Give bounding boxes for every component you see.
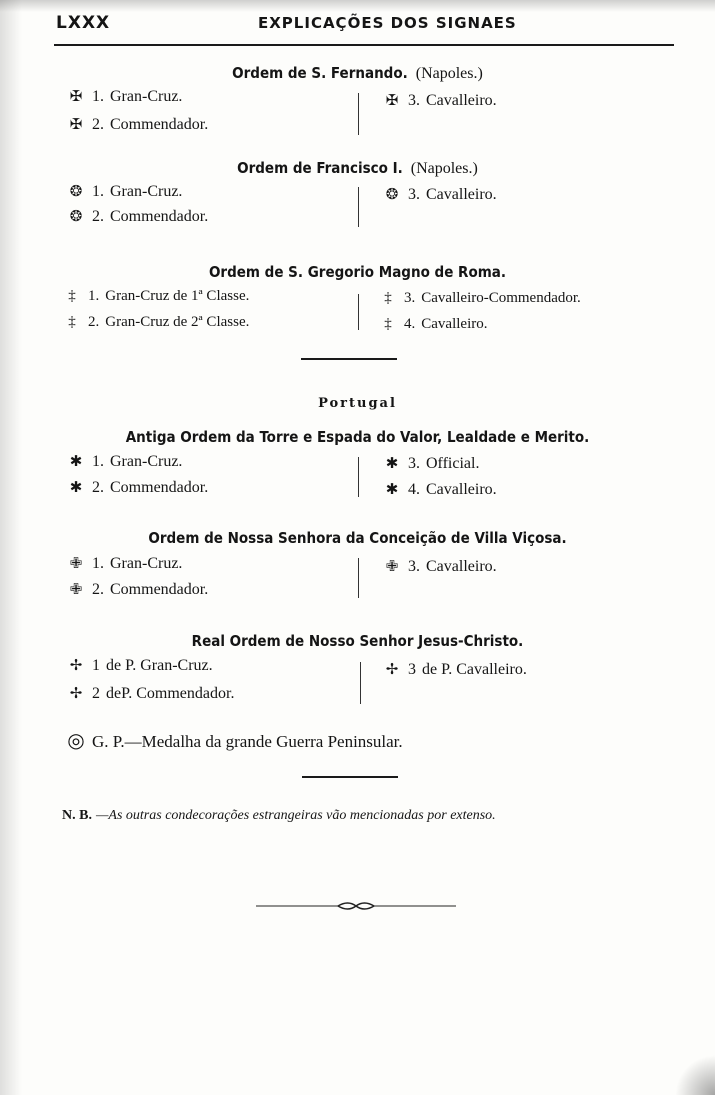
round-medal-icon: ❂ bbox=[385, 187, 399, 203]
order-name: Ordem de S. Fernando. bbox=[232, 64, 408, 82]
column-divider bbox=[358, 558, 359, 598]
item-label: Gran-Cruz. bbox=[110, 183, 183, 200]
cross-pattee-icon: ✙ bbox=[69, 556, 83, 572]
section-rule bbox=[302, 776, 398, 778]
list-item bbox=[66, 115, 208, 134]
item-number: 1. bbox=[92, 555, 104, 572]
item-label: Commendador. bbox=[110, 116, 209, 133]
item-label: Cavalleiro. bbox=[426, 186, 497, 203]
list-item bbox=[62, 314, 249, 331]
double-cross-icon: ‡ bbox=[384, 316, 392, 332]
section-title bbox=[0, 159, 715, 178]
footnote bbox=[62, 808, 496, 824]
section-title bbox=[0, 632, 715, 650]
column-divider bbox=[358, 457, 359, 497]
item-number: 1. bbox=[92, 453, 104, 470]
ornament-divider-icon bbox=[256, 898, 456, 914]
item-label: Gran-Cruz. bbox=[110, 88, 183, 105]
item-number: 3. bbox=[404, 290, 416, 306]
item-number: 2 bbox=[92, 685, 100, 702]
star-cross-icon: ✱ bbox=[385, 456, 399, 472]
list-item bbox=[66, 87, 182, 106]
cross-of-christ-icon: ✢ bbox=[69, 658, 83, 674]
medal-abbr: G. P. bbox=[92, 732, 125, 751]
item-label: Gran-Cruz. bbox=[110, 453, 183, 470]
column-divider bbox=[358, 187, 359, 227]
page-shadow-top bbox=[0, 0, 715, 12]
column-divider bbox=[360, 662, 361, 704]
section-rule bbox=[301, 358, 397, 360]
item-label: Commendador. bbox=[110, 581, 209, 598]
country-heading: Portugal bbox=[318, 396, 397, 411]
item-number: 3. bbox=[408, 92, 420, 109]
item-number: 2. bbox=[92, 116, 104, 133]
order-name: Ordem de S. Gregorio Magno de Roma. bbox=[208, 263, 507, 281]
item-label: Gran-Cruz de 1ª Classe. bbox=[105, 288, 250, 304]
list-item bbox=[382, 454, 479, 473]
item-number: 1. bbox=[92, 88, 104, 105]
section-title bbox=[0, 428, 715, 446]
item-number: 1. bbox=[92, 183, 104, 200]
list-item bbox=[382, 91, 497, 110]
item-number: 2. bbox=[92, 581, 104, 598]
order-name: Ordem de Francisco I. bbox=[237, 159, 403, 177]
item-label: Gran-Cruz de 2ª Classe. bbox=[105, 314, 250, 330]
item-number: 1 bbox=[92, 657, 100, 674]
medal-note bbox=[66, 728, 403, 753]
star-cross-icon: ✱ bbox=[69, 454, 83, 470]
list-item bbox=[66, 182, 182, 201]
item-label: Cavalleiro. bbox=[426, 92, 497, 109]
order-name: Ordem de Nossa Senhora da Conceição de Villa Viçosa. bbox=[148, 529, 567, 547]
star-cross-icon: ✱ bbox=[385, 482, 399, 498]
item-label: Cavalleiro. bbox=[426, 481, 497, 498]
section-title bbox=[0, 529, 715, 547]
list-item bbox=[378, 316, 487, 333]
item-number: 3. bbox=[408, 455, 420, 472]
list-item bbox=[66, 656, 213, 675]
page-number: LXXX bbox=[56, 13, 111, 33]
star-cross-icon: ✱ bbox=[69, 480, 83, 496]
maltese-cross-icon: ✠ bbox=[69, 117, 83, 133]
order-place: (Napoles.) bbox=[415, 65, 483, 82]
item-number: 4. bbox=[408, 481, 420, 498]
list-item bbox=[66, 554, 182, 573]
list-item bbox=[66, 452, 182, 471]
item-number: 4. bbox=[404, 316, 416, 332]
item-label: Official. bbox=[426, 455, 480, 472]
running-title: EXPLICAÇÕES DOS SIGNAES bbox=[258, 14, 517, 32]
item-number: 2. bbox=[92, 479, 104, 496]
maltese-cross-icon: ✠ bbox=[385, 93, 399, 109]
list-item bbox=[66, 580, 208, 599]
footnote-label: N. B. bbox=[62, 808, 92, 823]
item-label: Cavalleiro. bbox=[421, 316, 488, 332]
item-label: Commendador. bbox=[110, 208, 209, 225]
item-number: 3. bbox=[408, 186, 420, 203]
order-name: Antiga Ordem da Torre e Espada do Valor, Lealdade e Merito. bbox=[125, 428, 590, 446]
item-number: 2. bbox=[88, 314, 100, 330]
maltese-cross-icon: ✠ bbox=[69, 89, 83, 105]
order-name: Real Ordem de Nosso Senhor Jesus-Christo. bbox=[191, 632, 524, 650]
cross-of-christ-icon: ✢ bbox=[69, 686, 83, 702]
item-label: Cavalleiro. bbox=[426, 558, 497, 575]
double-cross-icon: ‡ bbox=[384, 290, 392, 306]
section-title bbox=[0, 64, 715, 83]
section-title bbox=[0, 263, 715, 281]
list-item bbox=[66, 478, 208, 497]
footnote-text: —As outras condecorações estrangeiras vão mencionadas por extenso. bbox=[95, 808, 496, 823]
double-cross-icon: ‡ bbox=[68, 288, 76, 304]
cross-pattee-icon: ✙ bbox=[385, 559, 399, 575]
round-medal-icon: ❂ bbox=[69, 184, 83, 200]
list-item bbox=[382, 185, 497, 204]
column-divider bbox=[358, 294, 359, 330]
item-number: 2. bbox=[92, 208, 104, 225]
round-medal-icon: ❂ bbox=[69, 209, 83, 225]
item-label: Gran-Cruz. bbox=[110, 555, 183, 572]
item-label: Commendador. bbox=[110, 479, 209, 496]
cross-pattee-icon: ✙ bbox=[69, 582, 83, 598]
item-number: 3. bbox=[408, 558, 420, 575]
column-divider bbox=[358, 93, 359, 135]
list-item bbox=[382, 480, 497, 499]
list-item bbox=[66, 684, 234, 703]
cross-of-christ-icon: ✢ bbox=[385, 662, 399, 678]
item-label: de P. Gran-Cruz. bbox=[106, 657, 213, 674]
list-item bbox=[382, 660, 527, 679]
medal-text: —Medalha da grande Guerra Peninsular. bbox=[124, 732, 403, 751]
item-number: 3 bbox=[408, 661, 416, 678]
list-item bbox=[62, 288, 249, 305]
page-stain bbox=[675, 1055, 715, 1095]
list-item bbox=[382, 557, 497, 576]
item-label: de P. Cavalleiro. bbox=[422, 661, 527, 678]
item-label: deP. Commendador. bbox=[106, 685, 235, 702]
circle-medal-icon: ◎ bbox=[67, 730, 85, 752]
double-cross-icon: ‡ bbox=[68, 314, 76, 330]
item-number: 1. bbox=[88, 288, 100, 304]
list-item bbox=[378, 290, 581, 307]
item-label: Cavalleiro-Commendador. bbox=[421, 290, 581, 306]
list-item bbox=[66, 207, 208, 226]
order-place: (Napoles.) bbox=[410, 160, 478, 177]
header-rule bbox=[54, 44, 674, 46]
